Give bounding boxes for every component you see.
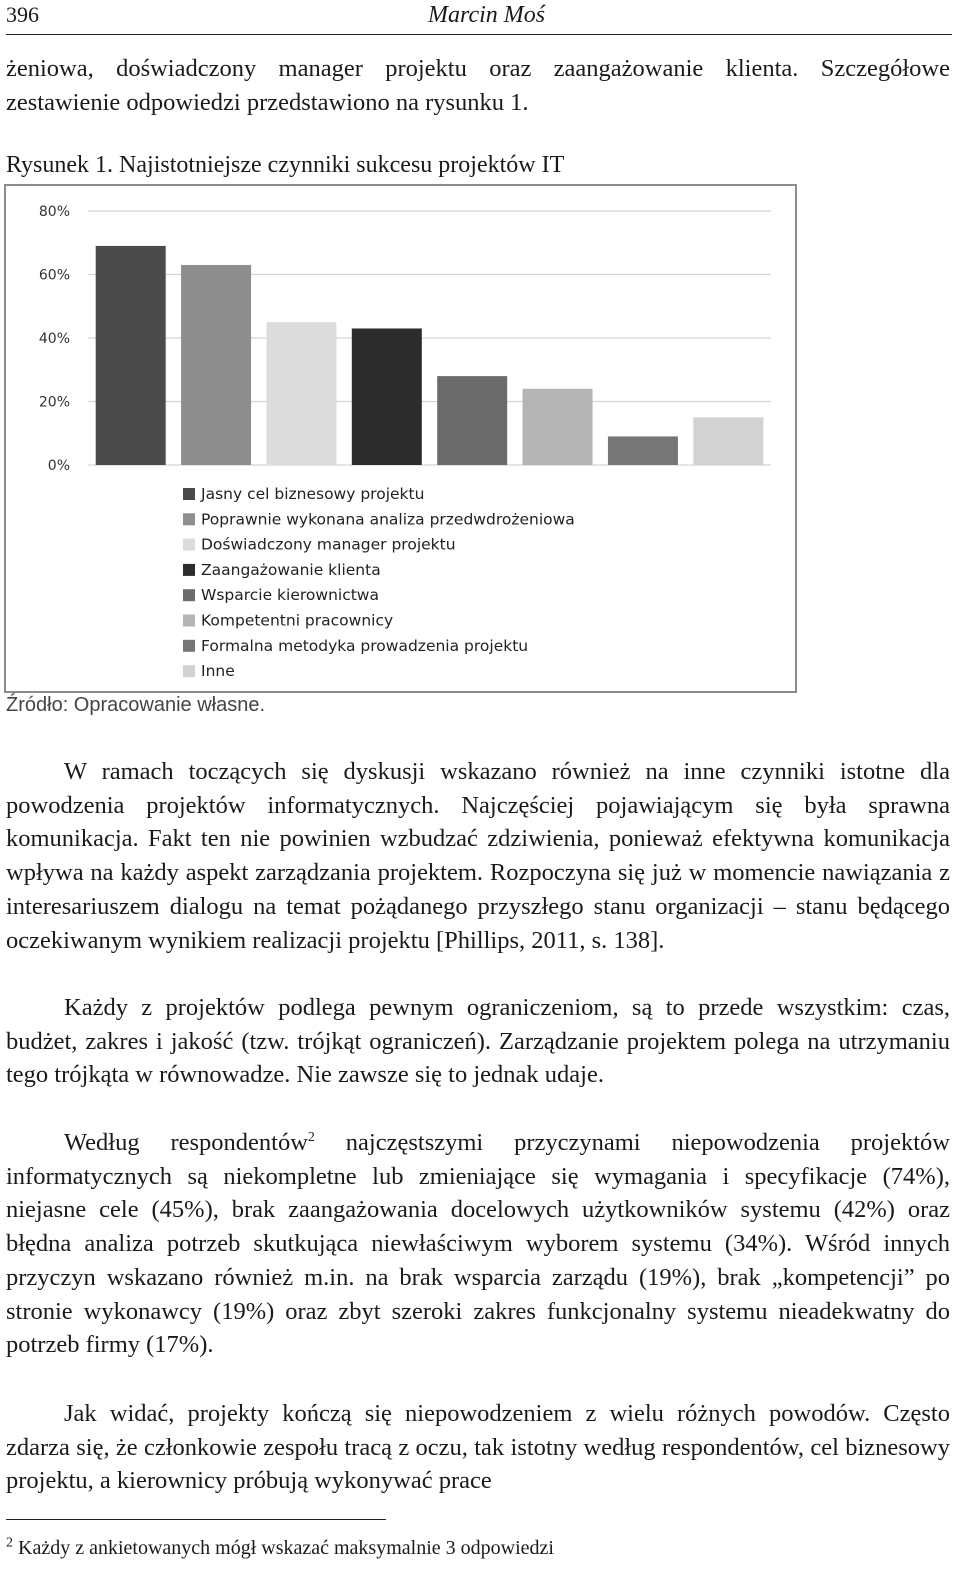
footnote-number: 2 (6, 1535, 13, 1551)
chart-svg (6, 186, 795, 691)
bar-chart (4, 184, 797, 693)
figure-source: Źródło: Opracowanie własne. (6, 694, 266, 716)
footnote (6, 1537, 554, 1560)
paragraph-3-rest: najczęstszymi przyczynami niepowodzenia projektów informatycznych są niekompletne lub zmieniające się wymagania i specyfikacje (74%), niejasne cele (45%), brak zaangażowania docelowych użytkowników systemu (42%) oraz błędna analiza potrzeb skutkująca niewłaściwym wyborem systemu (34%). Wśród innych przyczyn wskazano również m.in. na brak wsparcia zarządu (19%), brak „kompetencji” po stronie wykonawcy (19%) oraz zbyt szeroki zakres funkcjonalny systemu nieadekwatny do potrzeb firmy (17%). (6, 1129, 950, 1359)
bar (266, 322, 336, 465)
bar (352, 328, 422, 465)
legend-label: Doświadczony manager projektu (201, 535, 456, 554)
legend-swatch (183, 564, 195, 576)
bar (608, 436, 678, 465)
running-head-author: Marcin Moś (428, 2, 546, 28)
bar (96, 246, 166, 465)
legend-swatch (183, 640, 195, 652)
bar (437, 376, 507, 465)
y-tick-label: 20% (38, 394, 70, 411)
legend-swatch (183, 589, 195, 601)
legend-label: Formalna metodyka prowadzenia projektu (201, 636, 529, 655)
y-tick-label: 0% (47, 458, 70, 474)
legend-swatch (183, 513, 195, 525)
bar (181, 265, 251, 465)
legend-label: Zaangażowanie klienta (201, 560, 381, 579)
footnote-ref: 2 (307, 1129, 315, 1145)
legend-label: Wsparcie kierownictwa (201, 586, 379, 605)
legend-swatch (183, 539, 195, 551)
intro-paragraph: żeniowa, doświadczony manager projektu oraz zaangażowanie klienta. Szczegółowe zestawienie odpowiedzi przedstawiono na rysunku 1. (6, 55, 950, 116)
y-tick-label: 40% (38, 331, 70, 347)
y-tick-label: 60% (38, 267, 70, 284)
legend-label: Jasny cel biznesowy projektu (201, 485, 425, 503)
paragraph-3 (6, 1126, 950, 1362)
y-tick-label: 80% (38, 204, 70, 220)
bar (693, 417, 763, 465)
legend-swatch (183, 665, 195, 677)
paragraph-4: Jak widać, projekty kończą się niepowodzeniem z wielu różnych powodów. Często zdarza się, że członkowie zespołu tracą z oczu, tak istotny według respondentów, cel biznesowy projektu, a kierownicy próbują wykonywać prace (6, 1400, 950, 1495)
figure-caption: Rysunek 1. Najistotniejsze czynniki sukcesu projektów IT (6, 152, 565, 178)
page-number: 396 (6, 2, 39, 27)
footnote-rule (6, 1519, 386, 1520)
paragraph-3-start: Według respondentów (64, 1129, 308, 1156)
legend-swatch (183, 488, 195, 500)
footnote-text: Każdy z ankietowanych mógł wskazać maksymalnie 3 odpowiedzi (18, 1537, 554, 1559)
legend-swatch (183, 615, 195, 627)
legend-label: Inne (201, 662, 235, 681)
paragraph-2: Każdy z projektów podlega pewnym ograniczeniom, są to przede wszystkim: czas, budżet, zakres i jakość (tzw. trójkąt ograniczeń). Zarządzanie projektem polega na utrzymaniu tego trójkąta w równowadze. Nie zawsze się to jednak udaje. (6, 994, 950, 1089)
legend-label: Poprawnie wykonana analiza przedwdrożeniowa (201, 510, 575, 529)
legend-label: Kompetentni pracownicy (201, 611, 394, 630)
bar (523, 389, 593, 465)
paragraph-1: W ramach toczących się dyskusji wskazano również na inne czynniki istotne dla powodzenia projektów informatycznych. Najczęściej pojawiającym się była sprawna komunikacja. Fakt ten nie powinien wzbudzać zdziwienia, ponieważ efektywna komunikacja wpływa na każdy aspekt zarządzania projektem. Rozpoczyna się już w momencie nawiązania z interesariuszem dialogu na temat pożądanego przyszłego stanu organizacji – stanu będącego oczekiwanym wynikiem realizacji projektu [Phillips, 2011, s. 138]. (6, 758, 950, 954)
page-header (6, 0, 952, 35)
